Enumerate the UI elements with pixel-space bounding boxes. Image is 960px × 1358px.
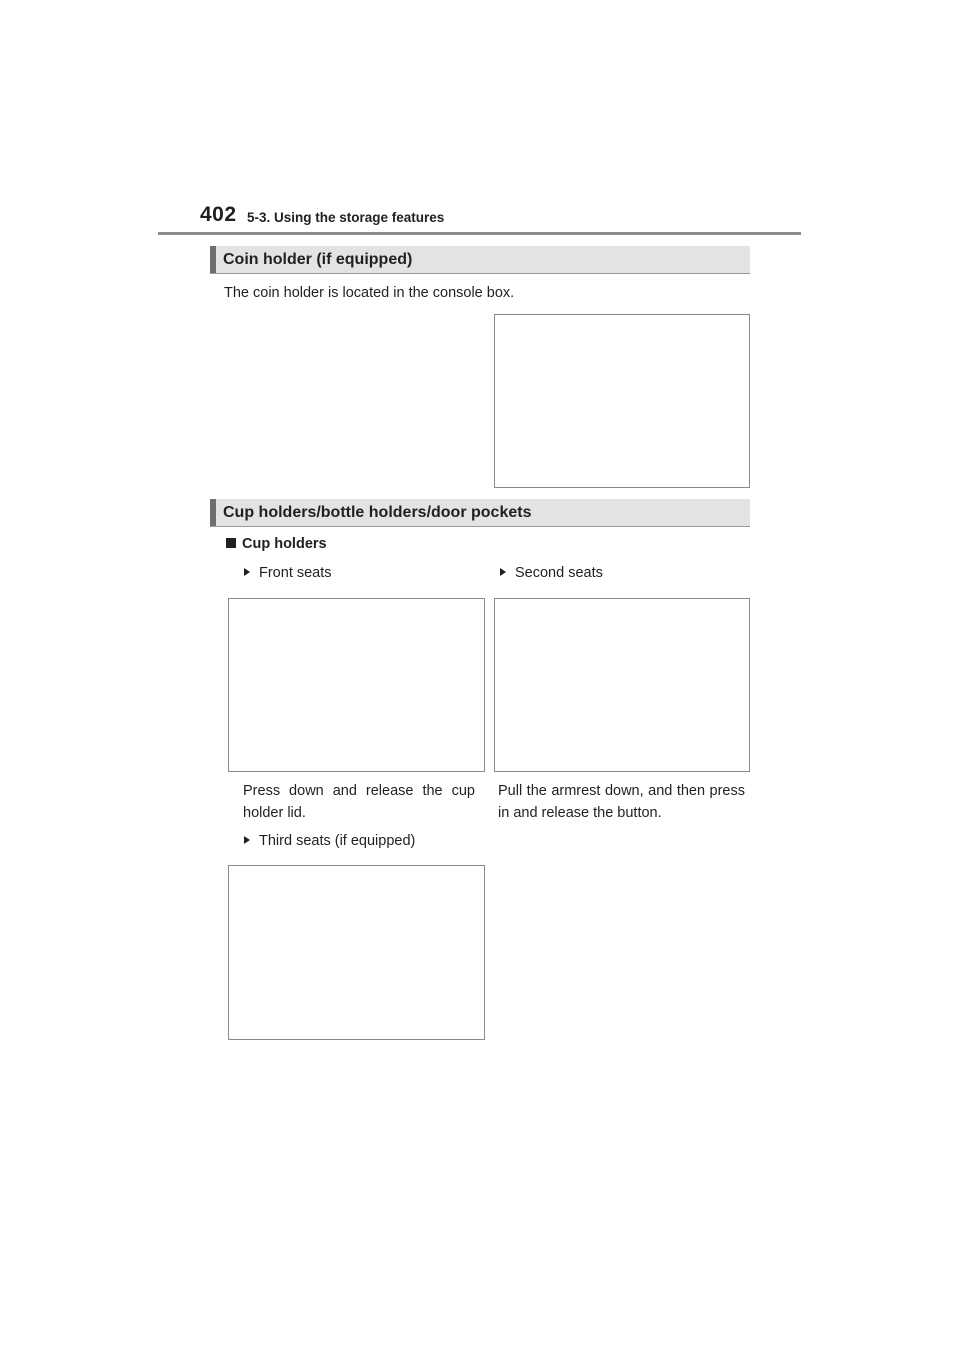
cup-holders-section-bar (210, 499, 750, 527)
third-seats-illustration (228, 865, 485, 1040)
front-seats-label-text: Front seats (259, 565, 332, 581)
second-seats-label-text: Second seats (515, 565, 603, 581)
front-seats-label (244, 565, 332, 581)
triangle-bullet-icon (244, 568, 250, 576)
header-rule (158, 232, 801, 235)
cup-holders-section-title: Cup holders/bottle holders/door pockets (223, 504, 532, 521)
front-seats-line2: holder lid. (243, 805, 306, 821)
cup-holders-subheading (226, 536, 327, 552)
second-seats-line1: Pull the armrest down, and then press (498, 783, 745, 799)
coin-holder-illustration (494, 314, 750, 488)
coin-holder-text: The coin holder is located in the console box. (224, 285, 515, 301)
coin-holder-section-bar (210, 246, 750, 274)
square-bullet-icon (226, 538, 236, 548)
page-number: 402 (200, 203, 237, 226)
third-seats-label-text: Third seats (if equipped) (259, 833, 416, 849)
second-seats-line2: in and release the button. (498, 805, 662, 821)
triangle-bullet-icon (500, 568, 506, 576)
chapter-title: 5-3. Using the storage features (247, 210, 445, 225)
third-seats-label (244, 833, 415, 849)
front-seats-illustration (228, 598, 485, 772)
coin-holder-title: Coin holder (if equipped) (223, 251, 413, 268)
cup-holders-subheading-text: Cup holders (242, 536, 327, 552)
second-seats-label (500, 565, 603, 581)
triangle-bullet-icon (244, 836, 250, 844)
front-seats-line1: Press down and release the cup (243, 783, 475, 799)
second-seats-illustration (494, 598, 750, 772)
